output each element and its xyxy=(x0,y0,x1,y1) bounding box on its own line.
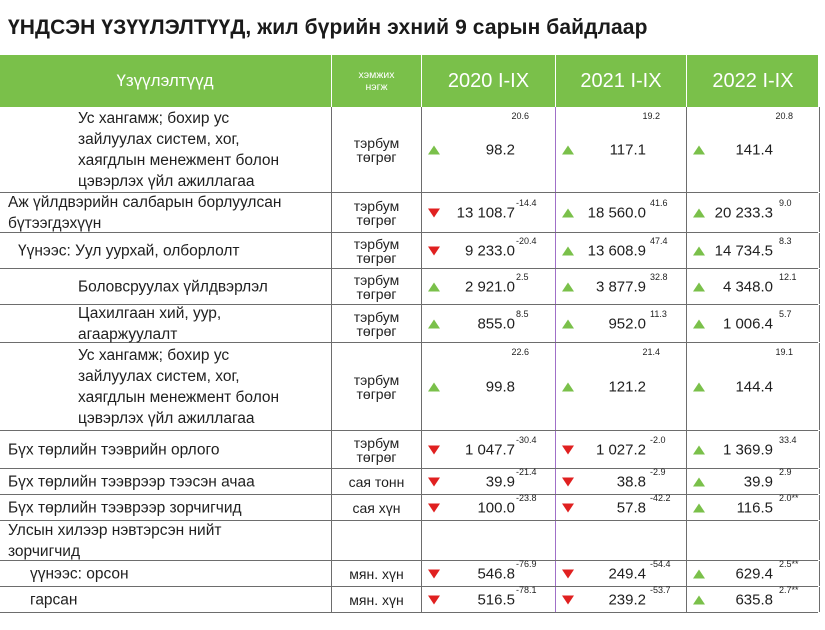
indicator-cell xyxy=(0,495,330,520)
indicators-table xyxy=(0,55,818,613)
unit-line2: төгрөг xyxy=(356,322,397,339)
value-cell-2021 xyxy=(555,558,686,586)
up-arrow-icon xyxy=(562,246,574,255)
value: 39.9 xyxy=(485,473,515,490)
unit-cell xyxy=(331,521,421,560)
indicator-cell xyxy=(0,107,330,192)
unit-line2: төгрөг xyxy=(356,249,397,266)
growth-percent: 32.8 xyxy=(650,271,668,282)
up-arrow-icon xyxy=(562,319,574,328)
value: 116.5 xyxy=(736,499,773,516)
table-row xyxy=(0,466,818,495)
value: 516.5 xyxy=(477,591,515,608)
indicator-label xyxy=(78,303,221,345)
growth-percent: -2.0 xyxy=(650,434,666,445)
up-arrow-icon xyxy=(693,445,705,454)
indicator-label-line: Ус хангамж; бохир ус xyxy=(78,109,230,127)
unit-cell xyxy=(331,269,421,304)
indicator-cell xyxy=(0,561,330,586)
unit-label xyxy=(332,273,421,301)
growth-percent: 47.4 xyxy=(650,235,668,246)
value-cell-2022 xyxy=(686,233,820,268)
value: 14 734.5 xyxy=(714,242,773,259)
indicator-label-line: цэвэрлэх үйл ажиллагаа xyxy=(78,172,255,190)
down-arrow-icon xyxy=(428,445,440,454)
value-cell-2020 xyxy=(421,521,555,560)
indicator-label xyxy=(78,345,279,429)
indicator-label-line: цэвэрлэх үйл ажиллагаа xyxy=(78,409,255,427)
value: 4 348.0 xyxy=(722,278,773,295)
value: 121.2 xyxy=(608,378,646,395)
up-arrow-icon xyxy=(562,282,574,291)
indicator-cell xyxy=(0,343,330,430)
growth-percent: 5.7 xyxy=(779,308,792,319)
up-arrow-icon xyxy=(562,145,574,154)
indicator-cell xyxy=(0,305,330,342)
indicator-label-line: Бүх төрлийн тээврийн орлого xyxy=(8,441,220,458)
header-unit-line1: хэмжих xyxy=(358,69,395,81)
indicator-label-line: Цахилгаан хий, уур, xyxy=(78,304,222,322)
growth-percent: -54.4 xyxy=(650,558,671,569)
indicator-label-line: Бүх төрлийн тээврээр зорчигчид xyxy=(8,499,242,516)
value: 635.8 xyxy=(735,591,773,608)
table-row xyxy=(0,107,818,193)
value-cell-2020 xyxy=(421,431,555,468)
growth-percent: -21.4 xyxy=(516,466,537,477)
value: 1 027.2 xyxy=(595,441,646,458)
value: 20 233.3 xyxy=(714,204,773,221)
value: 239.2 xyxy=(608,591,646,608)
value-cell-2020 xyxy=(421,233,555,268)
indicator-label-line: Бүх төрлийн тээврээр тээсэн ачаа xyxy=(8,473,255,490)
unit-line1: тэрбум xyxy=(353,235,400,252)
unit-label xyxy=(332,475,421,489)
unit-cell xyxy=(331,469,421,494)
header-unit-line2: нэгж xyxy=(365,81,388,93)
value-cell-2022 xyxy=(686,492,820,520)
unit-line1: тэрбум xyxy=(353,434,400,451)
value: 144.4 xyxy=(735,378,773,395)
up-arrow-icon xyxy=(693,382,705,391)
growth-percent: 19.2 xyxy=(642,111,660,121)
value-cell-2021 xyxy=(555,584,686,612)
growth-percent: 41.6 xyxy=(650,197,668,208)
value: 18 560.0 xyxy=(587,204,646,221)
unit-cell xyxy=(331,107,421,192)
up-arrow-icon xyxy=(693,503,705,512)
unit-line2: төгрөг xyxy=(356,148,397,165)
unit-label xyxy=(332,501,421,515)
value: 117.1 xyxy=(609,141,646,158)
growth-percent: 2.7** xyxy=(779,584,799,595)
table-row xyxy=(0,492,818,521)
unit-line1: сая хүн xyxy=(352,499,401,516)
unit-cell xyxy=(331,193,421,232)
value-cell-2022 xyxy=(686,343,820,430)
table-body xyxy=(0,107,818,613)
growth-percent: 21.4 xyxy=(642,347,660,357)
indicator-label-line: хаягдлын менежмент болон xyxy=(78,388,280,406)
growth-percent: -30.4 xyxy=(516,434,537,445)
unit-line1: тэрбум xyxy=(353,271,400,288)
growth-percent: -14.4 xyxy=(516,197,537,208)
value: 100.0 xyxy=(477,499,515,516)
indicator-cell xyxy=(0,587,330,612)
indicator-label xyxy=(78,276,268,297)
value: 38.8 xyxy=(616,473,646,490)
indicator-cell xyxy=(0,469,330,494)
unit-label xyxy=(332,136,421,164)
value-cell-2021 xyxy=(555,431,686,468)
indicator-label-line: Ус хангамж; бохир ус xyxy=(78,346,230,364)
value-cell-2022 xyxy=(686,269,820,304)
value: 629.4 xyxy=(735,565,773,582)
up-arrow-icon xyxy=(428,382,440,391)
growth-percent: 20.6 xyxy=(511,111,529,121)
indicator-label-line: агааржуулалт xyxy=(78,325,178,343)
value-cell-2021 xyxy=(555,492,686,520)
header-year-2020: 2020 I-IX xyxy=(421,55,555,107)
growth-percent: -42.2 xyxy=(650,492,671,503)
down-arrow-icon xyxy=(428,246,440,255)
value-cell-2020 xyxy=(421,343,555,430)
header-indicator: Үзүүлэлтүүд xyxy=(116,71,214,90)
value: 2 921.0 xyxy=(464,278,515,295)
value-cell-2021 xyxy=(555,305,686,342)
table-row xyxy=(0,233,818,269)
table-row xyxy=(0,193,818,233)
indicator-label xyxy=(8,520,221,562)
down-arrow-icon xyxy=(562,445,574,454)
unit-label xyxy=(332,567,421,581)
unit-cell xyxy=(331,587,421,612)
unit-line1: тэрбум xyxy=(353,197,400,214)
unit-label xyxy=(332,199,421,227)
indicator-label xyxy=(8,192,281,234)
table-header xyxy=(0,55,818,107)
growth-percent: 12.1 xyxy=(779,271,797,282)
growth-percent: -23.8 xyxy=(516,492,537,503)
unit-cell xyxy=(331,233,421,268)
unit-label xyxy=(332,310,421,338)
indicator-cell xyxy=(0,269,330,304)
growth-percent: 2.5 xyxy=(516,271,529,282)
indicator-label-line: зайлуулах систем, хог, xyxy=(78,367,240,385)
value: 952.0 xyxy=(608,315,646,332)
unit-line1: тэрбум xyxy=(353,308,400,325)
indicator-cell xyxy=(0,431,330,468)
indicator-cell xyxy=(0,521,330,560)
indicator-cell xyxy=(0,193,330,232)
table-row xyxy=(0,431,818,469)
growth-percent: 2.5** xyxy=(779,558,799,569)
unit-label xyxy=(332,593,421,607)
growth-percent: 9.0 xyxy=(779,197,792,208)
value: 249.4 xyxy=(608,565,646,582)
unit-line1: тэрбум xyxy=(353,134,400,151)
down-arrow-icon xyxy=(428,503,440,512)
indicator-label-line: Аж үйлдвэрийн салбарын борлуулсан xyxy=(8,193,282,211)
value-cell-2021 xyxy=(555,193,686,232)
value-cell-2021 xyxy=(555,107,686,192)
value-cell-2022 xyxy=(686,107,820,192)
indicator-label-line: зайлуулах систем, хог, xyxy=(78,130,240,148)
down-arrow-icon xyxy=(428,477,440,486)
indicator-label xyxy=(18,240,240,261)
down-arrow-icon xyxy=(562,503,574,512)
header-unit xyxy=(331,55,421,107)
unit-cell xyxy=(331,343,421,430)
growth-percent: -76.9 xyxy=(516,558,537,569)
indicator-label xyxy=(8,471,255,492)
value-cell-2021 xyxy=(555,269,686,304)
value: 13 108.7 xyxy=(456,204,515,221)
indicator-label-line: үүнээс: орсон xyxy=(30,565,129,582)
value: 546.8 xyxy=(477,565,515,582)
table-row xyxy=(0,521,818,561)
value: 39.9 xyxy=(743,473,773,490)
value: 98.2 xyxy=(485,141,515,158)
value: 1 047.7 xyxy=(464,441,515,458)
growth-percent: -78.1 xyxy=(516,584,537,595)
header-year-2021: 2021 I-IX xyxy=(555,55,686,107)
indicator-label xyxy=(30,589,77,610)
indicator-label-line: Боловсруулах үйлдвэрлэл xyxy=(78,278,268,295)
up-arrow-icon xyxy=(562,208,574,217)
unit-label xyxy=(332,436,421,464)
value-cell-2020 xyxy=(421,269,555,304)
indicator-label-line: зорчигчид xyxy=(8,542,80,560)
value-cell-2020 xyxy=(421,584,555,612)
value-cell-2022 xyxy=(686,584,820,612)
value-cell-2022 xyxy=(686,558,820,586)
up-arrow-icon xyxy=(428,145,440,154)
indicator-label-line: Улсын хилээр нэвтэрсэн нийт xyxy=(8,521,222,539)
growth-percent: 2.0** xyxy=(779,492,799,503)
up-arrow-icon xyxy=(693,569,705,578)
unit-line1: мян. хүн xyxy=(349,565,404,582)
value: 9 233.0 xyxy=(464,242,515,259)
value-cell-2020 xyxy=(421,193,555,232)
growth-percent: 8.3 xyxy=(779,235,792,246)
unit-cell xyxy=(331,431,421,468)
down-arrow-icon xyxy=(562,477,574,486)
header-year-2022: 2022 I-IX xyxy=(686,55,819,107)
page-title: ҮНДСЭН ҮЗҮҮЛЭЛТҮҮД, жил бүрийн эхний 9 сарын байдлаар xyxy=(8,16,648,39)
value-cell-2021 xyxy=(555,343,686,430)
unit-label xyxy=(332,237,421,265)
value-cell-2022 xyxy=(686,431,820,468)
down-arrow-icon xyxy=(428,569,440,578)
growth-percent: 33.4 xyxy=(779,434,797,445)
value-cell-2020 xyxy=(421,558,555,586)
value: 3 877.9 xyxy=(595,278,646,295)
table-row xyxy=(0,584,818,613)
up-arrow-icon xyxy=(693,282,705,291)
unit-line1: мян. хүн xyxy=(349,591,404,608)
value-cell-2021 xyxy=(555,521,686,560)
growth-percent: 22.6 xyxy=(511,347,529,357)
indicator-label-line: Үүнээс: Уул уурхай, олборлолт xyxy=(18,242,240,259)
value: 99.8 xyxy=(485,378,515,395)
unit-line1: сая тонн xyxy=(348,473,405,490)
value: 13 608.9 xyxy=(587,242,646,259)
table-row xyxy=(0,269,818,305)
indicator-label xyxy=(78,108,279,192)
value-cell-2020 xyxy=(421,492,555,520)
growth-percent: 11.3 xyxy=(650,308,667,319)
up-arrow-icon xyxy=(693,477,705,486)
table-row xyxy=(0,558,818,587)
indicator-label xyxy=(30,563,129,584)
value-cell-2022 xyxy=(686,521,820,560)
up-arrow-icon xyxy=(562,382,574,391)
unit-cell xyxy=(331,561,421,586)
table-row xyxy=(0,305,818,343)
table-row xyxy=(0,343,818,431)
value-cell-2021 xyxy=(555,466,686,494)
growth-percent: 8.5 xyxy=(516,308,529,319)
value-cell-2020 xyxy=(421,305,555,342)
up-arrow-icon xyxy=(693,145,705,154)
unit-label xyxy=(332,373,421,401)
down-arrow-icon xyxy=(562,595,574,604)
value: 855.0 xyxy=(477,315,515,332)
down-arrow-icon xyxy=(428,208,440,217)
indicator-label-line: бүтээгдэхүүн xyxy=(8,214,102,232)
indicator-label xyxy=(8,439,219,460)
value-cell-2022 xyxy=(686,466,820,494)
indicator-label-line: хаягдлын менежмент болон xyxy=(78,151,280,169)
value-cell-2022 xyxy=(686,193,820,232)
indicator-label-line: гарсан xyxy=(30,591,78,608)
unit-cell xyxy=(331,305,421,342)
indicator-label xyxy=(8,497,242,518)
growth-percent: -2.9 xyxy=(650,466,666,477)
up-arrow-icon xyxy=(693,595,705,604)
value-cell-2020 xyxy=(421,466,555,494)
up-arrow-icon xyxy=(693,208,705,217)
down-arrow-icon xyxy=(562,569,574,578)
unit-line1: тэрбум xyxy=(353,371,400,388)
unit-line2: төгрөг xyxy=(356,385,397,402)
up-arrow-icon xyxy=(693,319,705,328)
up-arrow-icon xyxy=(428,282,440,291)
up-arrow-icon xyxy=(693,246,705,255)
value-cell-2022 xyxy=(686,305,820,342)
value: 57.8 xyxy=(616,499,646,516)
unit-line2: төгрөг xyxy=(356,285,397,302)
indicator-cell xyxy=(0,233,330,268)
growth-percent: 20.8 xyxy=(775,111,793,121)
value: 1 369.9 xyxy=(722,441,773,458)
up-arrow-icon xyxy=(428,319,440,328)
growth-percent: -20.4 xyxy=(516,235,537,246)
unit-line2: төгрөг xyxy=(356,448,397,465)
growth-percent: 19.1 xyxy=(775,347,793,357)
growth-percent: -53.7 xyxy=(650,584,671,595)
down-arrow-icon xyxy=(428,595,440,604)
value-cell-2020 xyxy=(421,107,555,192)
unit-cell xyxy=(331,495,421,520)
unit-line2: төгрөг xyxy=(356,211,397,228)
value-cell-2021 xyxy=(555,233,686,268)
value: 141.4 xyxy=(735,141,773,158)
value: 1 006.4 xyxy=(722,315,773,332)
growth-percent: 2.9 xyxy=(779,466,792,477)
